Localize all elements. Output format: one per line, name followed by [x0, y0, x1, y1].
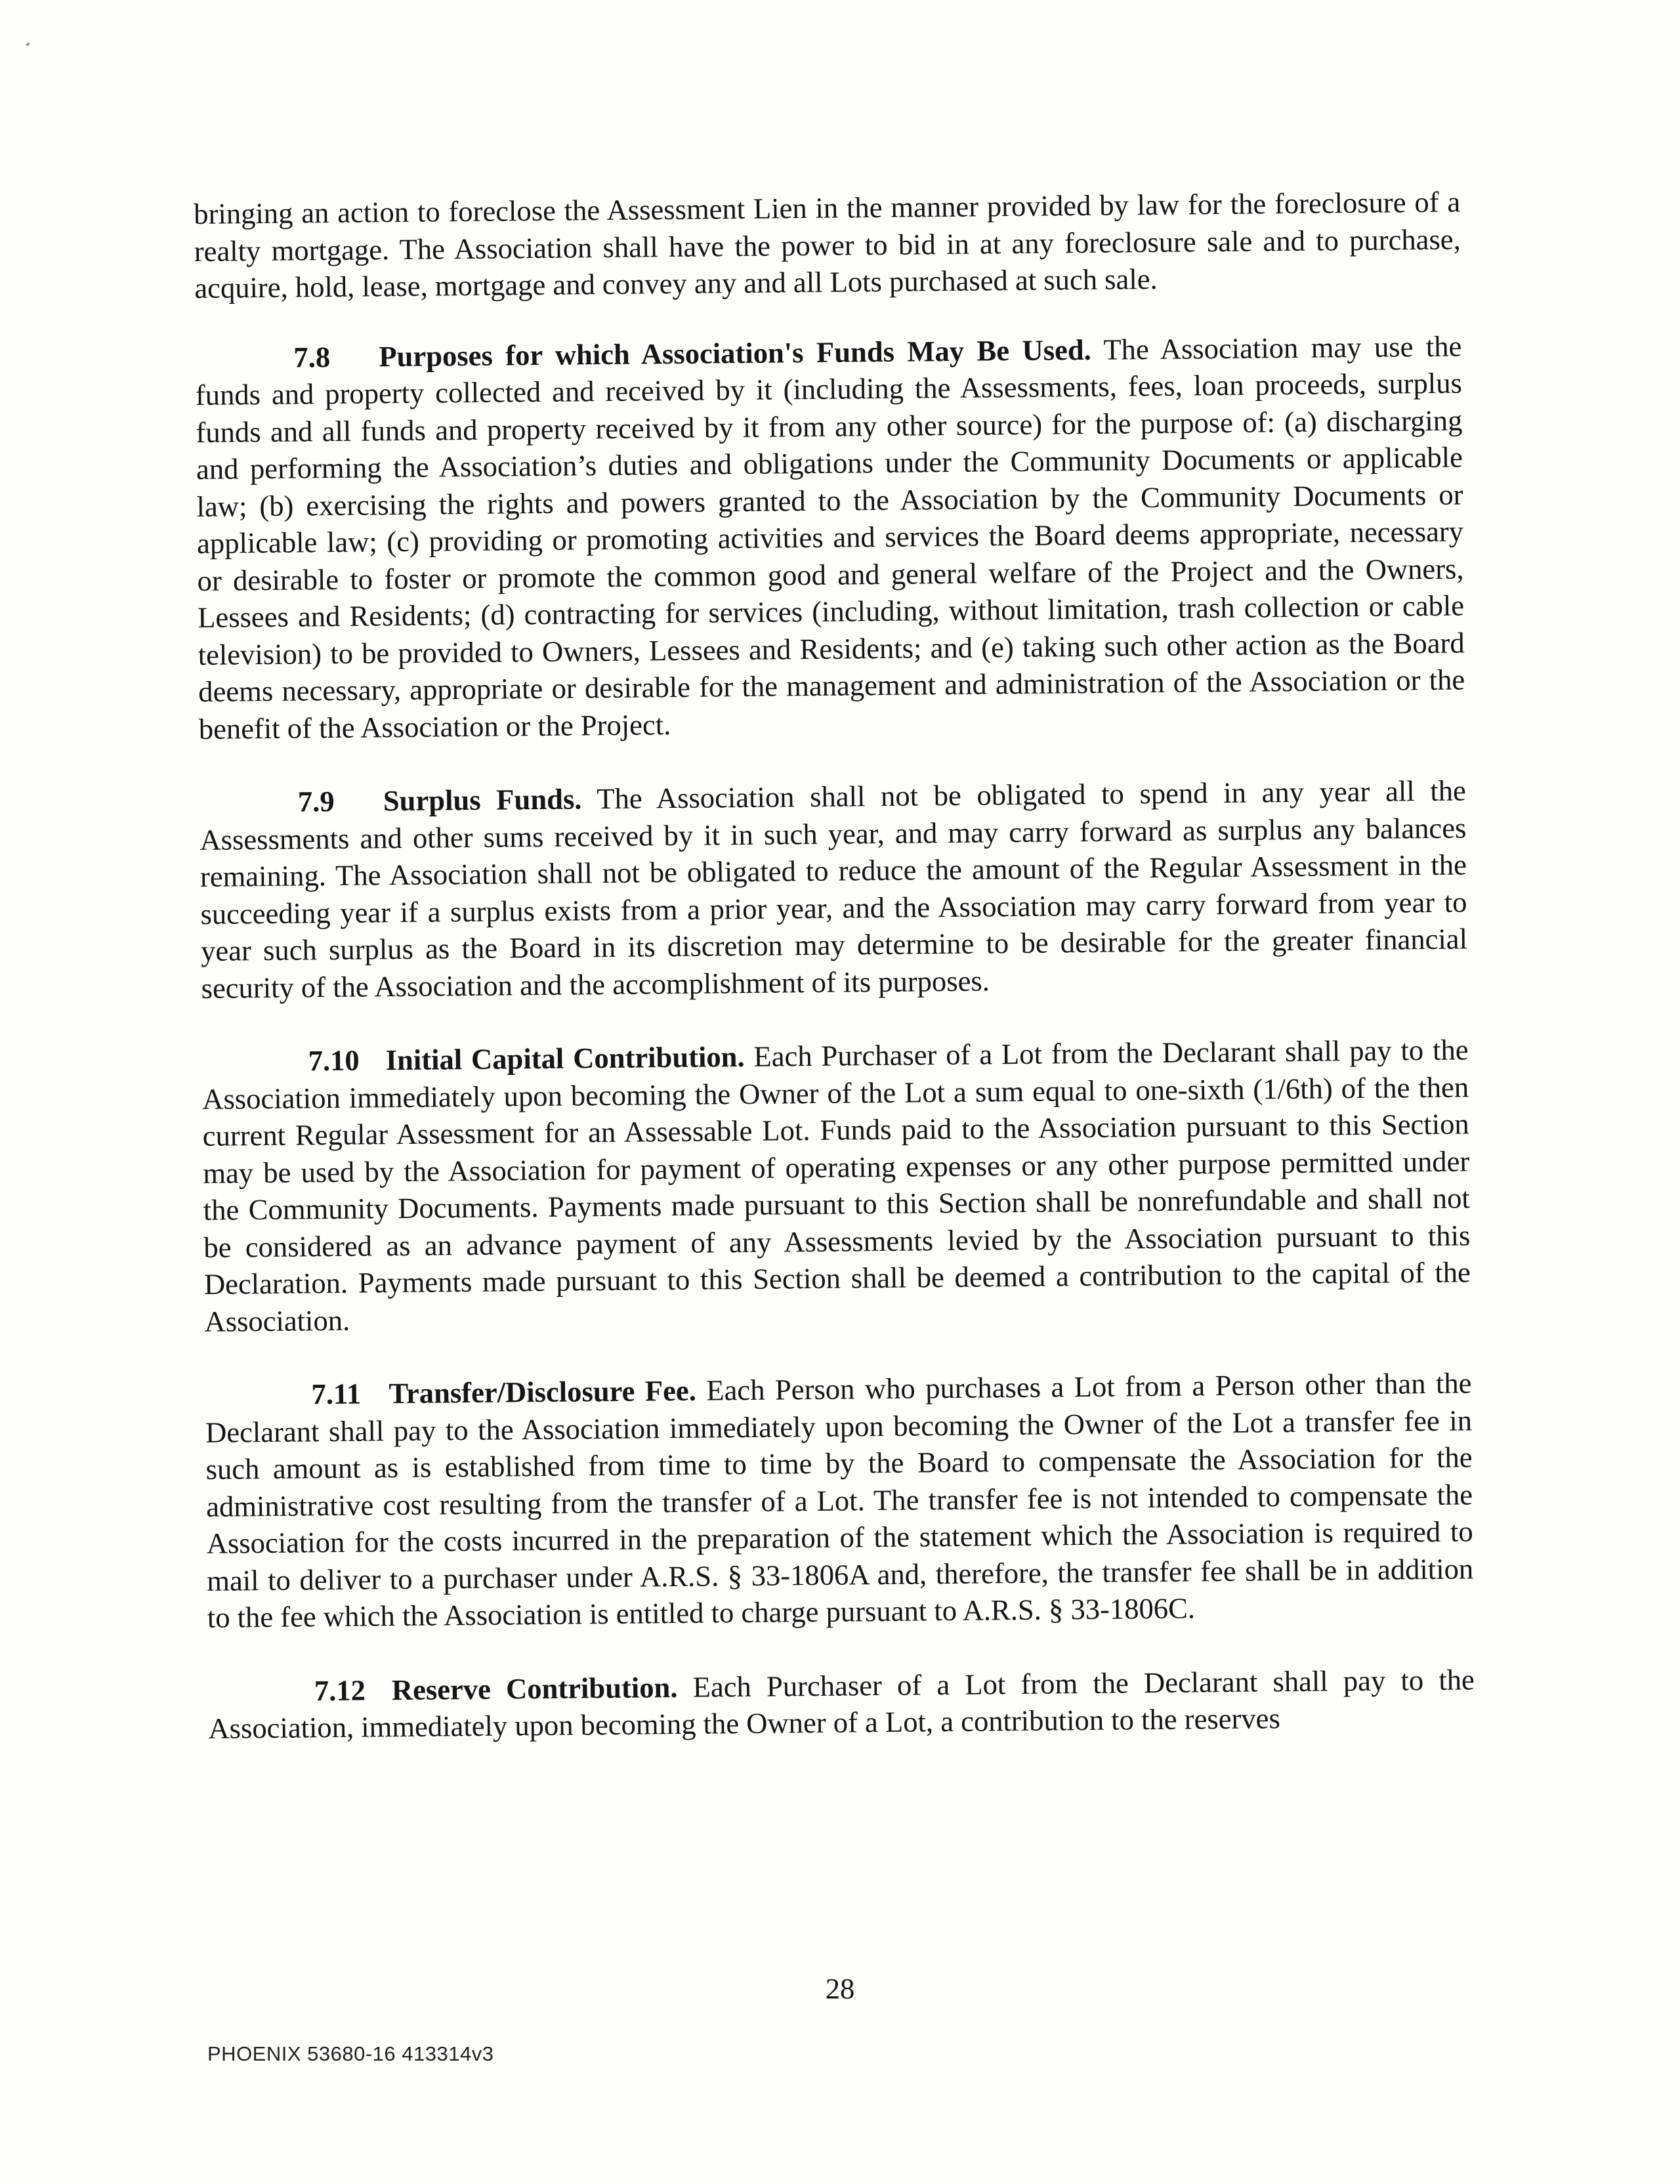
- page-number: 28: [825, 1972, 855, 2005]
- section-text: Each Person who purchases a Lot from a Person other than the Declarant shall pay to the Association immediately upon becoming the Owner of the Lot a transfer fee in such amount as is established from time to time by the Board to compensate the Association for the administrative cost resulting from the transfer of a Lot. The transfer fee is not intended to compensate the Association for the costs incurred in the preparation of the statement which the Association is required to mail to deliver to a purchaser under A.R.S. § 33-1806A and, therefore, the transfer fee shall be in addition to the fee which the Association is entitled to charge pursuant to A.R.S. § 33-1806C.: [205, 1366, 1474, 1634]
- section-heading: Surplus Funds.: [383, 782, 582, 818]
- section-7-9: [200, 772, 1468, 1007]
- document-body: [194, 183, 1475, 1784]
- section-7-10: [201, 1031, 1471, 1340]
- section-text: The Association may use the funds and property collected and received by it (including the Assessments, fees, loan proceeds, surplus funds and all funds and property received by it from any other source) for the purpose of: (a) discharging and performing the Association’s duties and obligations under the Community Documents or applicable law; (b) exercising the rights and powers granted to the Association by the Community Documents or applicable law; (c) providing or promoting activities and services the Board deems appropriate, necessary or desirable to foster or promote the common good and general welfare of the Project and the Owners, Lessees and Residents; (d) contracting for services (including, without limitation, trash collection or cable television) to be provided to Owners, Lessees and Residents; and (e) taking such other action as the Board deems necessary, appropriate or desirable for the management and administration of the Association or the benefit of the Association or the Project.: [195, 329, 1465, 746]
- continuation-paragraph: bringing an action to foreclose the Assessment Lien in the manner provided by law for the foreclosure of a realty mortgage. The Association shall have the power to bid in at any foreclosure sale and to purchase, acquire, hold, lease, mortgage and convey any and all Lots purchased at such sale.: [194, 185, 1461, 304]
- section-heading: Transfer/Disclosure Fee.: [388, 1374, 697, 1410]
- section-7-8: [195, 327, 1465, 747]
- section-heading: Purposes for which Association's Funds May Be Used.: [379, 333, 1092, 373]
- section-text: Each Purchaser of a Lot from the Declarant shall pay to the Association, immediately upon becoming the Owner of a Lot, a contribution to the reserves: [208, 1662, 1475, 1745]
- section-7-11: [205, 1364, 1474, 1636]
- section-number: 7.9: [297, 784, 335, 818]
- section-number: 7.8: [293, 340, 331, 374]
- section-number: 7.10: [308, 1043, 360, 1078]
- section-text: The Association shall not be obligated to spend in any year all the Assessments and other sums received by it in such year, and may carry forward as surplus any balances remaining. The Association shall not be obligated to reduce the amount of the Regular Assessment in the succeeding year if a surplus exists from a prior year, and the Association may carry forward from year to year such surplus as the Board in its discretion may determine to be desirable for the greater financial security of the Association and the accomplishment of its purposes.: [200, 774, 1468, 1005]
- section-heading: Reserve Contribution.: [391, 1670, 678, 1706]
- section-text: Each Purchaser of a Lot from the Declarant shall pay to the Association immediately upon becoming the Owner of the Lot a sum equal to one-sixth (1/6th) of the then current Regular Assessment for an Assessable Lot. Funds paid to the Association pursuant to this Section may be used by the Association for payment of operating expenses or any other purpose permitted under the Community Documents. Payments made pursuant to this Section shall be nonrefundable and shall not be considered as an advance payment of any Assessments levied by the Association pursuant to this Declaration. Payments made pursuant to this Section shall be deemed a contribution to the capital of the Association.: [201, 1033, 1471, 1338]
- section-number: 7.11: [311, 1377, 362, 1411]
- section-number: 7.12: [314, 1673, 366, 1707]
- document-footer-id: PHOENIX 53680-16 413314v3: [207, 2042, 494, 2065]
- section-7-12: [208, 1661, 1475, 1748]
- scan-speck: [26, 43, 30, 46]
- section-heading: Initial Capital Contribution.: [385, 1040, 745, 1077]
